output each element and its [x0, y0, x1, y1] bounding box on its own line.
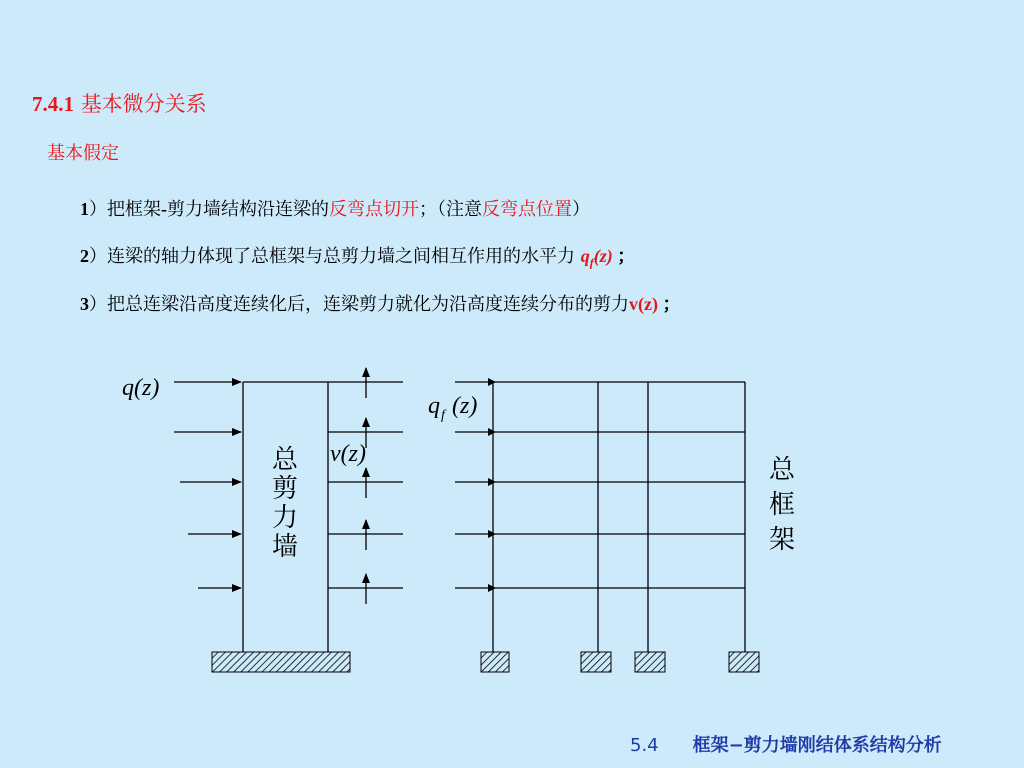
assumption-end: ；	[612, 246, 636, 266]
frame-label-char: 架	[768, 525, 796, 555]
assumption-highlight: 反弯点位置	[482, 199, 572, 220]
symbol-v: v(z)	[629, 294, 658, 314]
footer-title: 框架−剪力墙刚结体系结构分析	[692, 735, 942, 756]
assumption-text: 把总连梁沿高度连续化后，连梁剪力就化为沿高度连续分布的剪力	[107, 294, 629, 315]
shear-label: v(z)	[330, 441, 366, 467]
assumption-text: ；（注意	[419, 199, 482, 220]
frame-load-label-q: q	[428, 393, 440, 419]
frame-label-char: 框	[768, 490, 796, 520]
assumption-end: ；	[657, 294, 681, 314]
wall-label-char: 墙	[271, 532, 299, 562]
wall-label-char: 力	[271, 503, 299, 533]
wall-label-char: 总	[271, 445, 299, 475]
assumption-paren: ）	[89, 294, 107, 315]
wall-label-char: 剪	[271, 474, 299, 504]
assumption-index: 3	[80, 294, 89, 314]
frame-load-label-sub: f	[441, 408, 445, 423]
assumption-text: 把框架	[107, 199, 161, 220]
frame-arrowhead	[488, 378, 496, 386]
footer-section-number: 5.4	[630, 735, 659, 756]
assumption-dash: -	[161, 199, 167, 219]
frame-load-label-arg: (z)	[452, 393, 478, 419]
assumption-paren: ）	[89, 246, 107, 267]
frame-arrowhead	[488, 478, 496, 486]
column-foundation	[481, 652, 509, 672]
assumption-index: 1	[80, 199, 89, 219]
section-number: 7.4.1	[32, 92, 74, 116]
symbol-sub: f	[589, 255, 594, 270]
subtitle: 基本假定	[47, 143, 119, 164]
symbol-arg: (z)	[593, 246, 613, 266]
frame-arrowhead	[488, 530, 496, 538]
assumption-text: ）	[572, 199, 590, 220]
assumption-text: 连梁的轴力体现了总框架与总剪力墙之间相互作用的水平力	[107, 246, 581, 267]
column-foundation	[635, 652, 665, 672]
frame-arrowhead	[488, 584, 496, 592]
wall-foundation	[212, 652, 350, 672]
column-foundation	[729, 652, 759, 672]
section-title-text: 基本微分关系	[80, 92, 207, 116]
assumption-text: 剪力墙结构沿连梁的	[167, 199, 329, 220]
symbol-q: q	[580, 246, 590, 266]
assumption-highlight: 反弯点切开	[329, 199, 419, 220]
assumption-index: 2	[80, 246, 89, 266]
frame-arrowhead	[488, 428, 496, 436]
column-foundation	[581, 652, 611, 672]
footer	[630, 731, 942, 757]
assumption-paren: ）	[89, 199, 107, 220]
load-label: q(z)	[122, 375, 160, 401]
frame-label-char: 总	[768, 455, 796, 485]
